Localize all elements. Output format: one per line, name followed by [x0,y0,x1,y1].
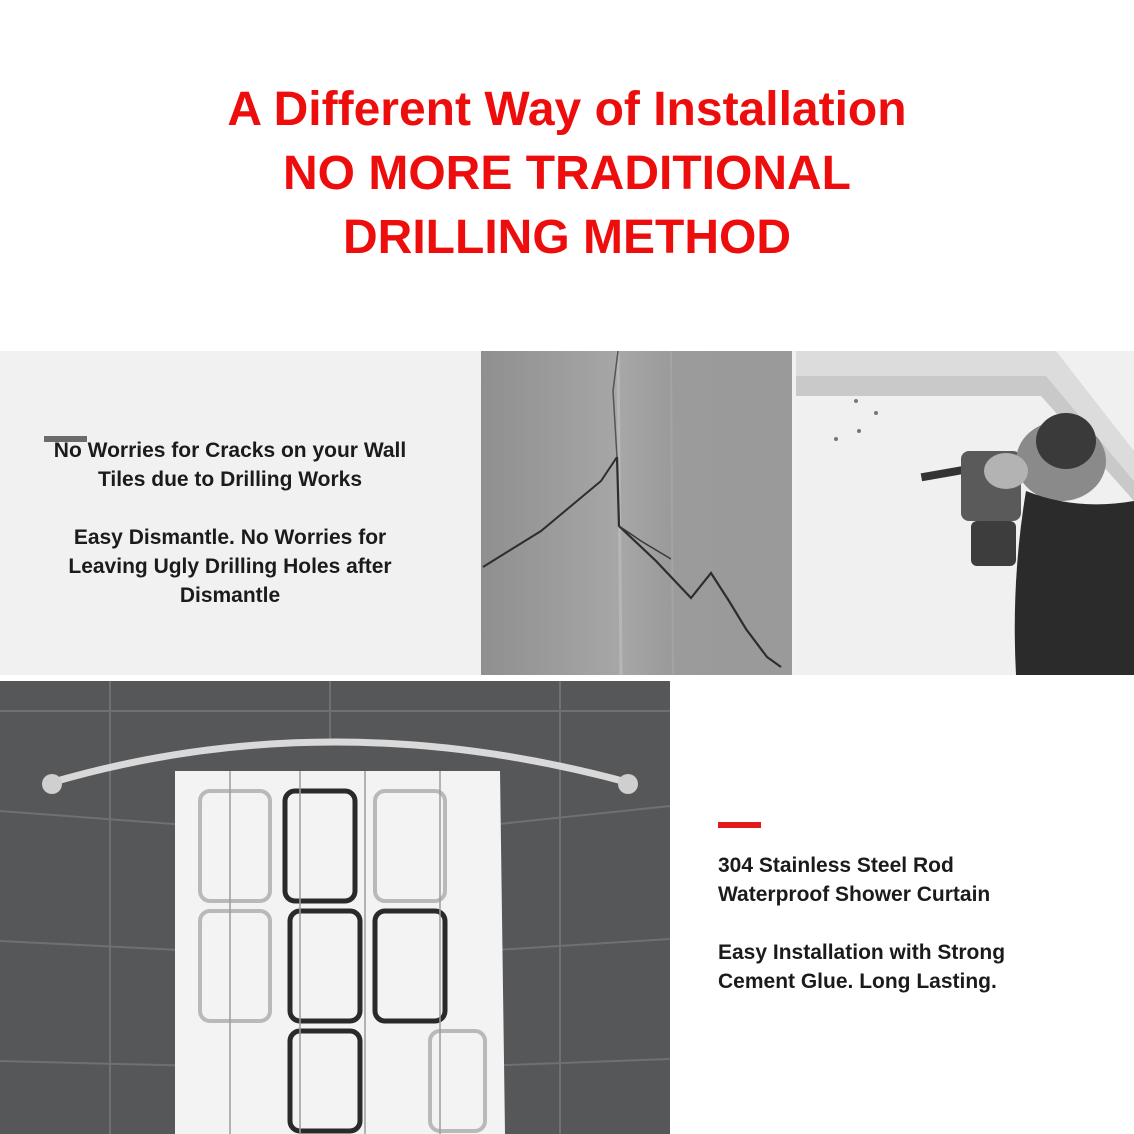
right-feature-line-1: 304 Stainless Steel Rod [718,854,954,877]
shower-curtain-photo [0,681,670,1134]
right-feature-line-3: Easy Installation with Strong [718,941,1006,964]
red-accent-dash [718,822,761,828]
headline-line-1: A Different Way of Installation [227,83,907,136]
headline-line-2: NO MORE TRADITIONAL [283,147,851,200]
left-feature-paragraph-2: Easy Dismantle. No Worries for Leaving Ugly Drilling Holes after Dismantle [68,526,392,607]
right-feature-paragraph-1 [718,851,1118,909]
headline [0,78,1134,270]
right-feature-line-2: Waterproof Shower Curtain [718,883,991,906]
right-feature-paragraph-2 [718,938,1118,996]
left-feature-text [40,436,420,639]
right-feature-line-4: Cement Glue. Long Lasting. [718,970,997,993]
drilling-worker-photo [796,351,1134,675]
left-feature-paragraph-1: No Worries for Cracks on your Wall Tiles due to Drilling Works [53,439,407,491]
headline-line-3: DRILLING METHOD [343,211,791,264]
right-feature-text [718,851,1118,1025]
cracked-tile-photo [481,351,792,675]
